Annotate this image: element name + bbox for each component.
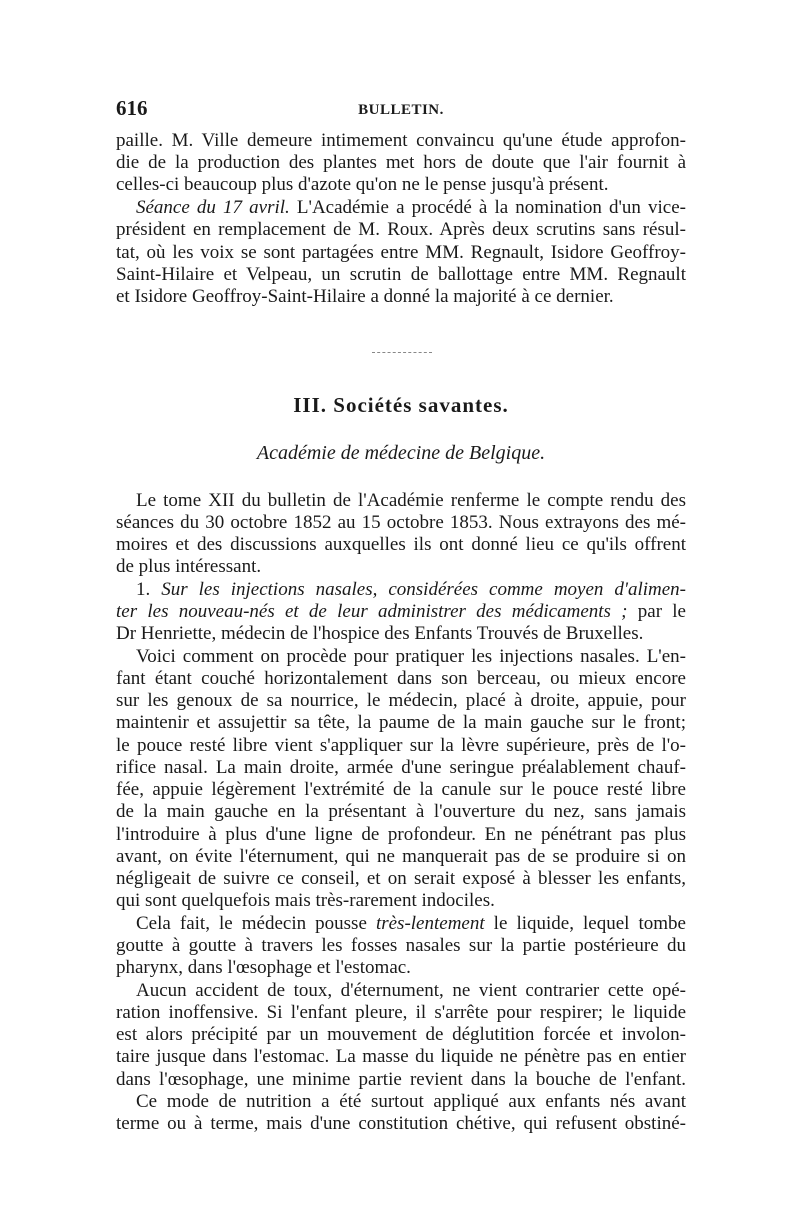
text-line: l'introduire à plus d'une ligne de profondeur. En ne pénétrant pas plus [116, 824, 686, 845]
text-line: paille. M. Ville demeure intimement convaincu qu'une étude approfon- [116, 130, 686, 151]
section-separator [372, 352, 432, 353]
text-line: rifice nasal. La main droite, armée d'une seringue préalablement chauf- [116, 757, 686, 778]
emphasis: très-lentement [375, 913, 485, 934]
text-line: taire jusque dans l'estomac. La masse du liquide ne pénètre pas en entier [116, 1046, 686, 1067]
page-number: 616 [116, 96, 148, 120]
item-number: 1. [136, 579, 162, 600]
text-line: sur les genoux de sa nourrice, le médecin, placé à droite, appuie, pour [116, 690, 686, 711]
text-line: le pouce resté libre vient s'appliquer sur la lèvre supérieure, près de l'o- [116, 735, 686, 756]
text-line: avant, on évite l'éternument, qui ne manquerait pas de se produire si on [116, 846, 686, 867]
item-title-line [136, 579, 686, 601]
text-line: pharynx, dans l'œsophage et l'estomac. [116, 957, 411, 978]
page-header [116, 96, 686, 124]
item-title-rest: par le [627, 601, 686, 622]
section-title: III. Sociétés savantes. [293, 393, 509, 417]
text-line: Voici comment on procède pour pratiquer les injections nasales. L'en- [136, 646, 686, 667]
text-line: fée, appuie légèrement l'extrémité de la canule sur le pouce resté libre [116, 779, 686, 800]
text-line: de la main gauche en la présentant à l'ouverture du nez, sans jamais [116, 801, 686, 822]
item-title: ter les nouveau-nés et de leur administrer des médicaments ; [116, 601, 628, 622]
text-line: tat, où les voix se sont partagées entre MM. Regnault, Isidore Geoffroy- [116, 242, 686, 263]
text-line: maintenir et assujettir sa tête, la paume de la main gauche sur le front; [116, 712, 686, 733]
seance-date: Séance du 17 avril. [136, 197, 290, 218]
text-line: die de la production des plantes met hors de doute que l'air fournit à [116, 152, 686, 173]
text-line: est alors précipité par un mouvement de déglutition forcée et involon- [116, 1024, 686, 1045]
text-line: négligeait de suivre ce conseil, et on serait exposé à blesser les enfants, [116, 868, 686, 889]
text-line: Saint-Hilaire et Velpeau, un scrutin de ballottage entre MM. Regnault [116, 264, 686, 285]
item-title-line [116, 601, 686, 623]
seance-text: L'Académie a procédé à la nomination d'un vice- [289, 197, 686, 218]
text-line: Aucun accident de toux, d'éternument, ne vient contrarier cette opé- [136, 980, 686, 1001]
text-line: fant étant couché horizontalement dans son berceau, ou mieux encore [116, 668, 686, 689]
text-span: Cela fait, le médecin pousse [136, 913, 376, 934]
text-line: Ce mode de nutrition a été surtout appliqué aux enfants nés avant [136, 1091, 686, 1112]
text-line: Dr Henriette, médecin de l'hospice des Enfants Trouvés de Bruxelles. [116, 623, 644, 644]
text-span: le liquide, lequel tombe [484, 913, 686, 934]
text-line: Le tome XII du bulletin de l'Académie renferme le compte rendu des [136, 490, 686, 511]
text-line: de plus intéressant. [116, 556, 262, 577]
text-line: goutte à goutte à travers les fosses nasales sur la partie postérieure du [116, 935, 686, 956]
text-line: ration inoffensive. Si l'enfant pleure, il s'arrête pour respirer; le liquide [116, 1002, 686, 1023]
text-line: président en remplacement de M. Roux. Après deux scrutins sans résul- [116, 219, 686, 240]
text-line: qui sont quelquefois mais très-rarement indociles. [116, 890, 495, 911]
text-line: terme ou à terme, mais d'une constitution chétive, qui refusent obstiné- [116, 1113, 686, 1134]
cela-line [136, 913, 686, 935]
item-title: Sur les injections nasales, considérées comme moyen d'alimen- [161, 579, 686, 600]
text-line: séances du 30 octobre 1852 au 15 octobre 1853. Nous extrayons des mé- [116, 512, 686, 533]
text-line: moires et des discussions auxquelles ils ont donné lieu ce qu'ils offrent [116, 534, 686, 555]
section-subtitle: Académie de médecine de Belgique. [256, 442, 546, 464]
running-head: BULLETIN. [358, 102, 444, 118]
seance-line [136, 197, 686, 219]
text-line: dans l'œsophage, une minime partie revient dans la bouche de l'enfant. [116, 1069, 686, 1090]
text-line: et Isidore Geoffroy-Saint-Hilaire a donné la majorité à ce dernier. [116, 286, 614, 307]
text-line: celles-ci beaucoup plus d'azote qu'on ne le pense jusqu'à présent. [116, 174, 609, 195]
